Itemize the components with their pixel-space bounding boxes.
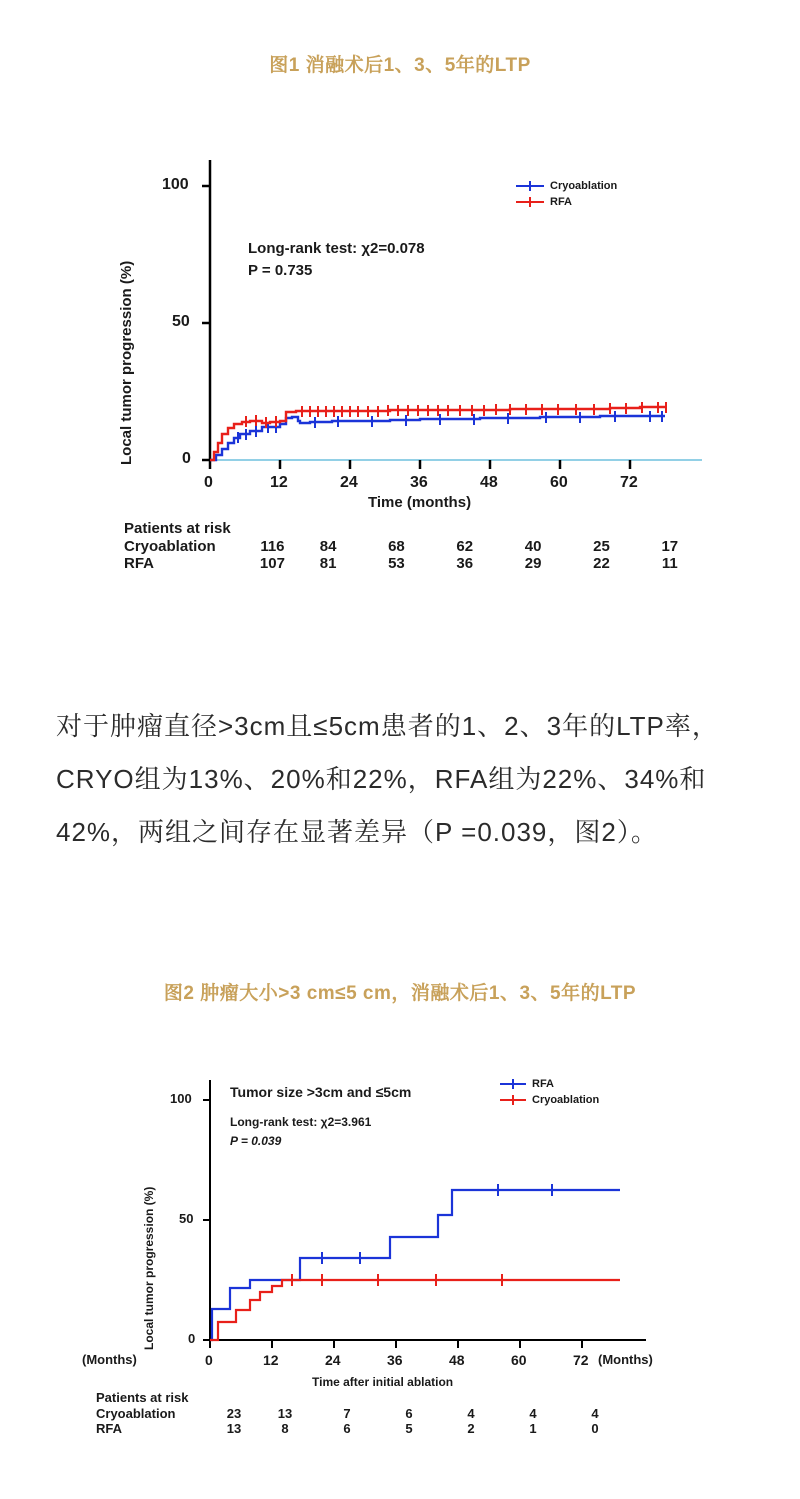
figure2-xtick-24: 24 [325, 1352, 341, 1368]
figure1-y-axis-label: Local tumor progression (%) [118, 260, 135, 465]
risk-cell: 0 [591, 1421, 599, 1436]
figure2-y-axis-label: Local tumor progression (%) [142, 1186, 156, 1350]
figure1-xtick-24: 24 [340, 474, 358, 491]
legend-swatch-rfa [500, 1079, 526, 1089]
risk-cell: 84 [319, 538, 337, 555]
risk-row-name-rfa: RFA [124, 555, 154, 572]
risk-cell: 36 [456, 555, 474, 572]
figure1-xtick-60: 60 [550, 474, 568, 491]
figure1-xtick-72: 72 [620, 474, 638, 491]
legend-label-cryoablation: Cryoablation [532, 1094, 600, 1106]
figure2-stat-p: P = 0.039 [230, 1134, 282, 1148]
figure2-xtick-72: 72 [573, 1352, 589, 1368]
figure2-chart [60, 1050, 760, 1460]
risk-cell: 6 [405, 1406, 413, 1421]
risk-cell: 2 [467, 1421, 475, 1436]
figure1-plot-svg [110, 130, 710, 500]
risk-cell: 116 [260, 538, 285, 555]
figure2-ytick-100: 100 [170, 1091, 192, 1106]
figure1-caption: 图1 消融术后1、3、5年的LTP [269, 55, 531, 76]
risk-cell: 107 [259, 555, 285, 572]
risk-cell: 53 [388, 555, 405, 572]
figure2-xtick-36: 36 [387, 1352, 403, 1368]
figure2-xtick-48: 48 [449, 1352, 465, 1368]
legend-swatch-cryoablation [516, 181, 544, 191]
figure2-ytick-50: 50 [179, 1211, 194, 1226]
risk-cell: 40 [524, 538, 542, 555]
legend-swatch-cryoablation [500, 1095, 526, 1105]
risk-cell: 62 [456, 538, 474, 555]
legend-label-rfa: RFA [550, 196, 572, 208]
figure2-xtick-60: 60 [511, 1352, 527, 1368]
legend-item-cryoablation [500, 1094, 599, 1106]
figure1-ytick-50: 50 [172, 313, 190, 330]
legend-label-rfa: RFA [532, 1078, 554, 1090]
risk-cell: 6 [343, 1421, 351, 1436]
risk-row-name-cryoablation: Cryoablation [124, 538, 216, 555]
figure1-xtick-36: 36 [410, 474, 428, 491]
risk-cell: 4 [529, 1406, 537, 1421]
risk-cell: 22 [593, 555, 610, 572]
risk-cell: 23 [226, 1406, 242, 1421]
risk-cell: 17 [661, 538, 679, 555]
figure2-xaxis-left-note: (Months) [82, 1352, 137, 1367]
figure2-caption: 图2 肿瘤大小>3 cm≤5 cm，消融术后1、3、5年的LTP [163, 983, 637, 1004]
figure1-xtick-12: 12 [270, 474, 288, 491]
risk-cell: 13 [226, 1421, 242, 1436]
risk-cell: 25 [593, 538, 610, 555]
figure1-xtick-0: 0 [204, 474, 213, 491]
risk-cell: 8 [281, 1421, 289, 1436]
figure2-xtick-0: 0 [205, 1352, 213, 1368]
figure2-stat-chi: Long-rank test: χ2=3.961 [230, 1115, 372, 1129]
legend-item-rfa [516, 196, 617, 208]
figure1-stat-chi: Long-rank test: χ2=0.078 [248, 240, 425, 257]
risk-row-name-rfa: RFA [96, 1421, 122, 1436]
figure2-legend [500, 1078, 599, 1110]
figure1-ytick-0: 0 [182, 450, 191, 467]
table-row [96, 1406, 716, 1421]
risk-cell: 29 [524, 555, 542, 572]
figure1-x-axis-label: Time (months) [368, 494, 472, 511]
figure1-stat-p: P = 0.735 [248, 262, 313, 279]
figure1-risk-table [124, 520, 704, 572]
risk-cell: 1 [529, 1421, 537, 1436]
risk-cell: 4 [467, 1406, 475, 1421]
body-paragraph: 对于肿瘤直径>3cm且≤5cm患者的1、2、3年的LTP率，CRYO组为13%、20%和22%，RFA组为22%、34%和42%，两组之间存在显著差异（P =0.039，图2）。 [56, 711, 719, 847]
figure2-ytick-0: 0 [188, 1331, 196, 1346]
risk-cell: 4 [591, 1406, 599, 1421]
figure1-ytick-100: 100 [162, 176, 189, 193]
legend-swatch-rfa [516, 197, 544, 207]
table-row [124, 538, 704, 555]
figure1-risk-title: Patients at risk [124, 520, 231, 537]
figure1-legend [516, 180, 617, 212]
legend-item-cryoablation [516, 180, 617, 192]
risk-cell: 7 [343, 1406, 351, 1421]
figure2-size-annotation: Tumor size >3cm and ≤5cm [230, 1084, 412, 1100]
figure1-xtick-48: 48 [480, 474, 498, 491]
table-row [96, 1421, 716, 1436]
risk-row-name-cryoablation: Cryoablation [96, 1406, 176, 1421]
legend-label-cryoablation: Cryoablation [550, 180, 618, 192]
figure2-x-axis-label: Time after initial ablation [312, 1375, 454, 1389]
risk-cell: 11 [661, 555, 678, 572]
risk-cell: 5 [405, 1421, 413, 1436]
risk-cell: 13 [277, 1406, 293, 1421]
risk-cell: 81 [319, 555, 337, 572]
figure1-chart [110, 130, 710, 600]
table-row [124, 555, 704, 572]
legend-item-rfa [500, 1078, 599, 1090]
risk-cell: 68 [388, 538, 405, 555]
figure2-xaxis-right-note: (Months) [598, 1352, 653, 1367]
figure2-xtick-12: 12 [263, 1352, 279, 1368]
figure2-risk-table [96, 1390, 716, 1436]
figure2-risk-title: Patients at risk [96, 1390, 189, 1405]
